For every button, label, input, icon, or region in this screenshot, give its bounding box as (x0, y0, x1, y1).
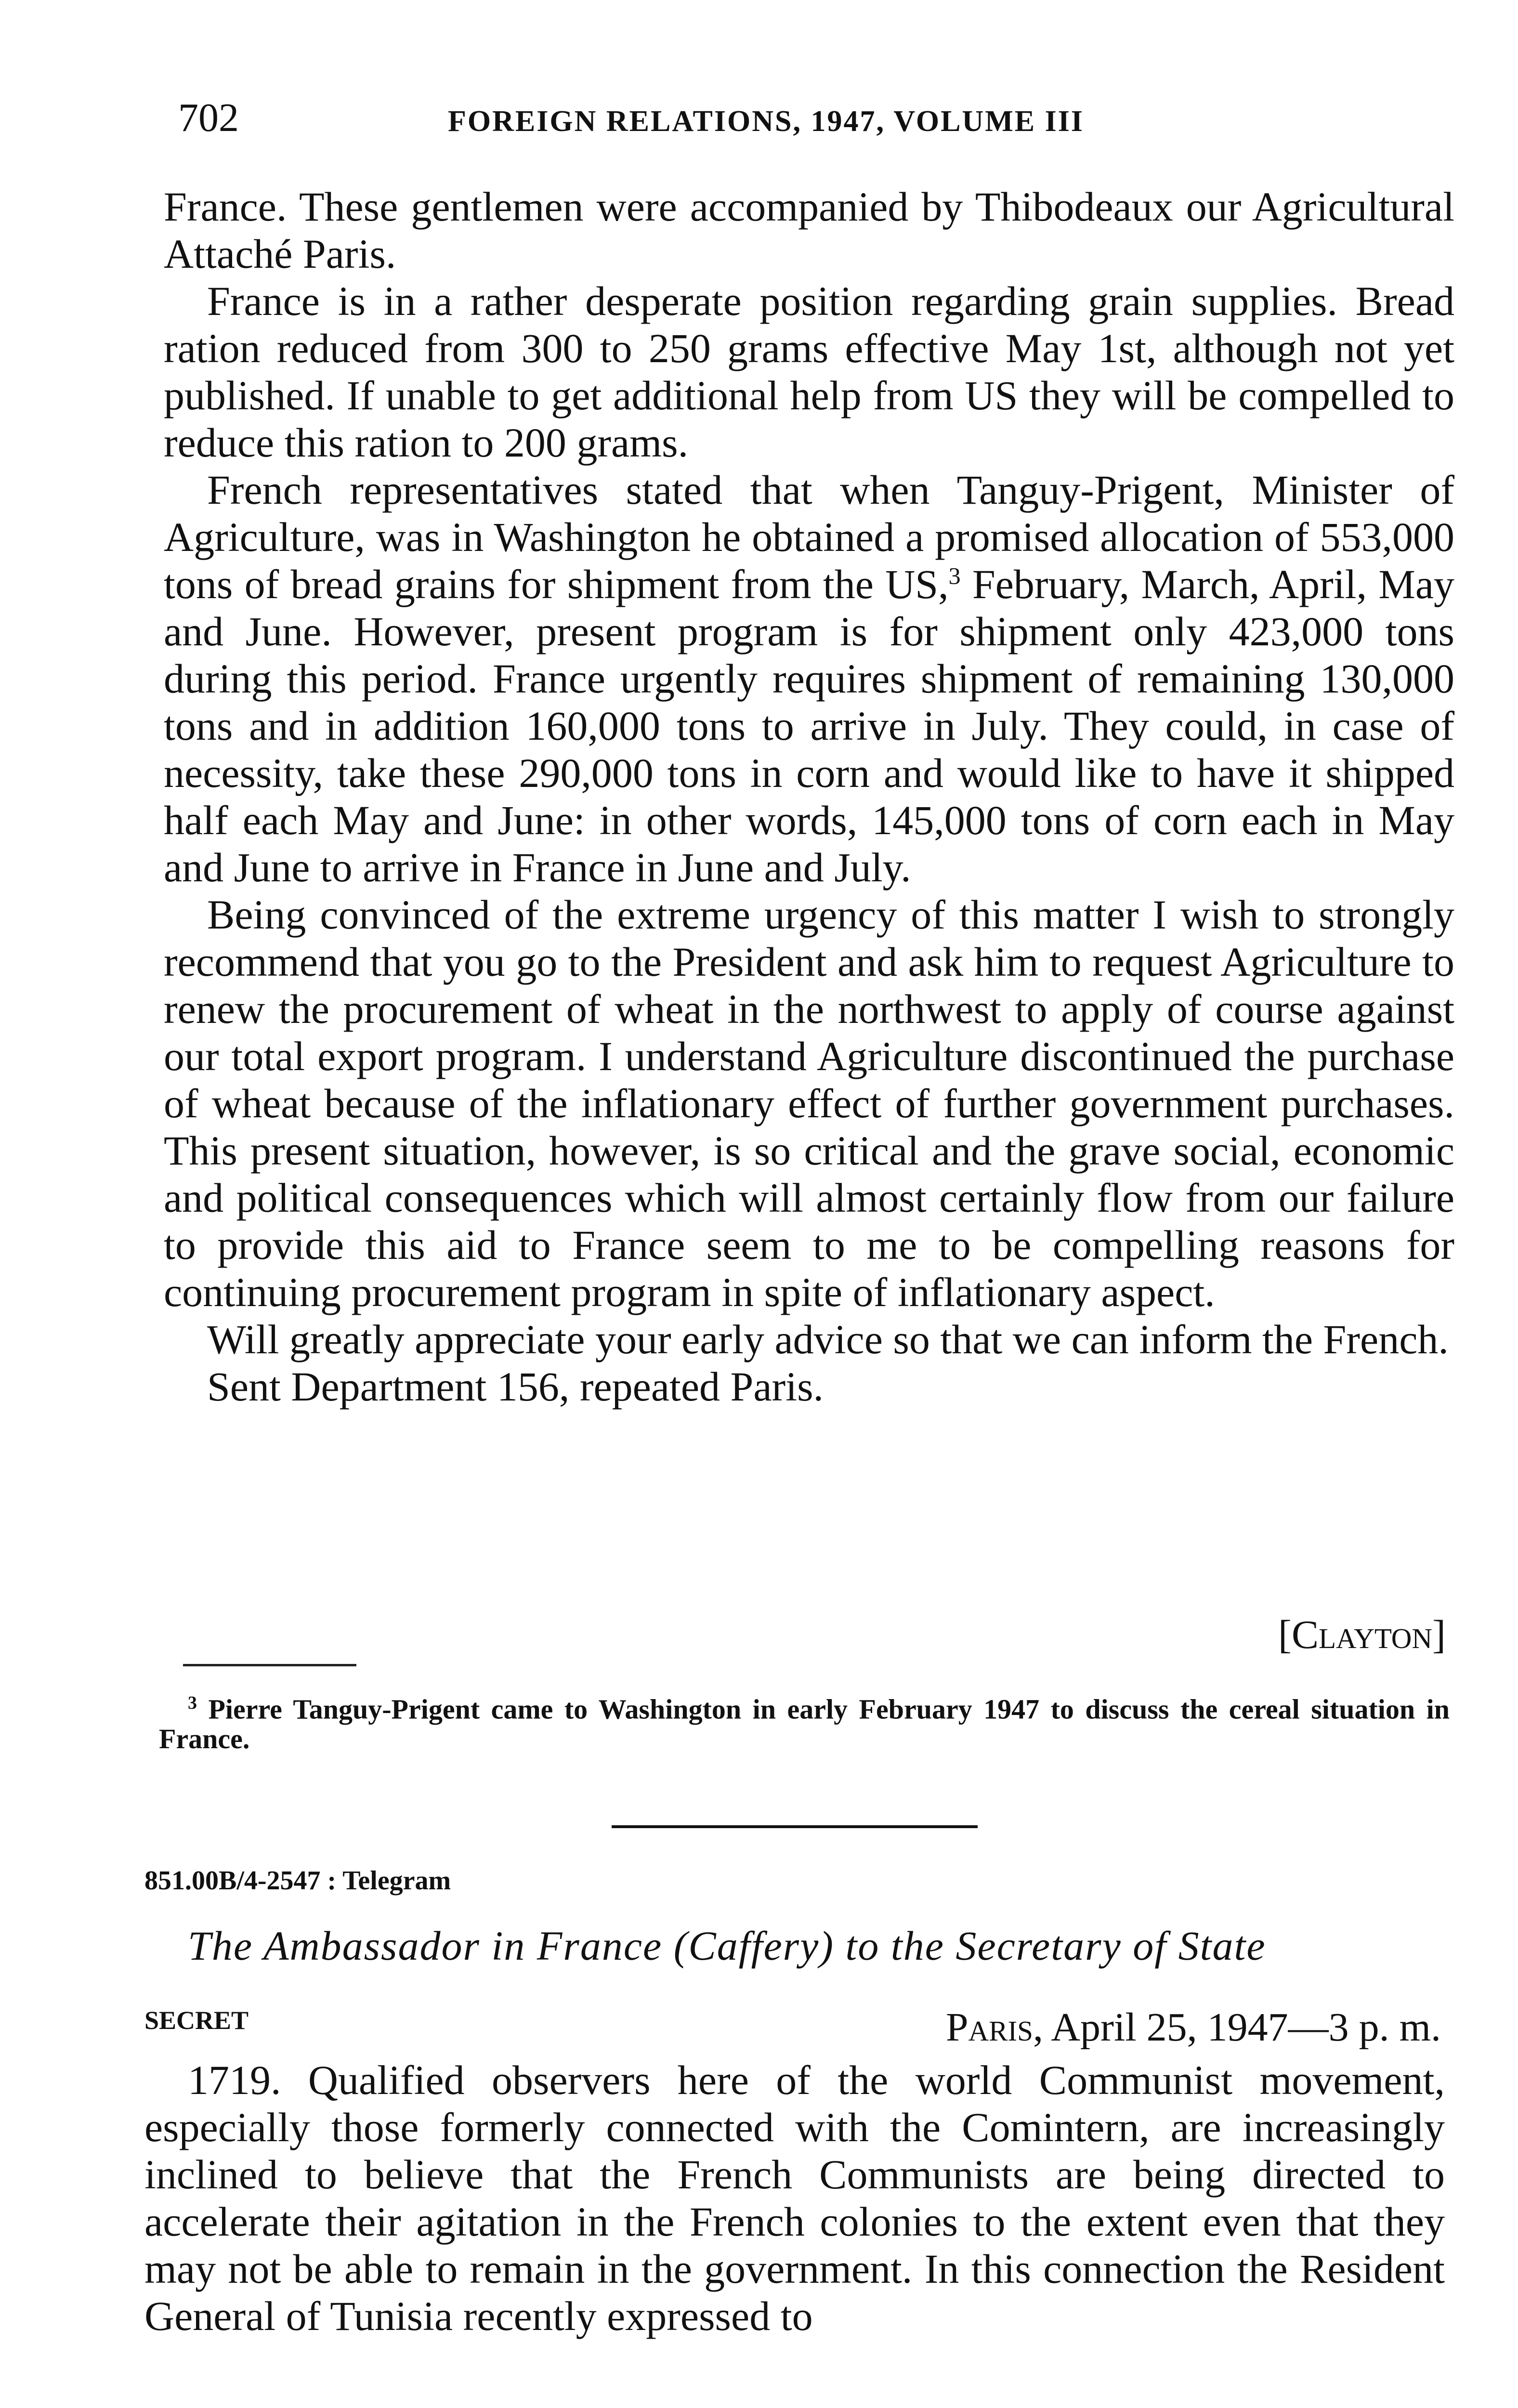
footnote-divider (183, 1664, 356, 1666)
classification-label: SECRET (144, 2006, 249, 2035)
dateline (946, 2001, 1441, 2054)
document-2-body (144, 2056, 1445, 2340)
running-head: FOREIGN RELATIONS, 1947, VOLUME III (448, 105, 1084, 138)
footnote-reference: 3 (948, 562, 961, 589)
paragraph (164, 466, 1454, 891)
paragraph: France. These gentlemen were accompanied by Thibodeaux our Agricultural Attaché Paris. (164, 183, 1454, 277)
paragraph: Sent Department 156, repeated Paris. (207, 1363, 824, 1410)
signature: [Clayton] (1278, 1612, 1446, 1657)
paragraph: France is in a rather desperate position regarding grain supplies. Bread ration reduced from 300 to 250 grams effective May 1st, although not yet published. If unable to get additional help from US they will be compelled to reduce this ration to 200 grams. (164, 278, 1454, 466)
document-1-body (164, 183, 1454, 1410)
page-header (178, 94, 1450, 147)
section-divider (612, 1825, 978, 1828)
paragraph: Being convinced of the extreme urgency of this matter I wish to strongly recommend that you go to the President and ask him to request Agriculture to renew the procurement of wheat in the northwest to apply of course against our total export program. I understand Agriculture discontinued the purchase of wheat because of the inflationary effect of further government purchases. This present situation, however, is so critical and the grave social, economic and political consequences which will almost certainly flow from our failure to provide this aid to France seem to me to be compelling reasons for continuing procurement program in spite of inflationary aspect. (164, 891, 1454, 1315)
dateline-date: , April 25, 1947—3 p. m. (1033, 2005, 1441, 2050)
footnote (159, 1688, 1450, 1754)
paragraph: 1719. Qualified observers here of the world Communist movement, especially those formerly connected with the Comintern, are increasingly inclined to believe that the French Communists are being directed to accelerate their agitation in the French colonies to the extent even that they may not be able to remain in the government. In this connection the Resident General of Tunisia recently expressed to (144, 2057, 1445, 2339)
paragraph: Will greatly appreciate your early advice so that we can inform the French. (207, 1316, 1449, 1362)
footnote-text: Pierre Tanguy-Prigent came to Washington in early February 1947 to discuss the cereal situation in France. (159, 1693, 1450, 1755)
paragraph-text: French representatives stated that when Tanguy-Prigent, Minister of Agriculture, was in Washington he obtained a promised allocation of 553,000 tons of bread grains for shipment from the US, (164, 467, 1454, 607)
file-reference: 851.00B/4-2547 : Telegram (144, 1866, 451, 1896)
page-number: 702 (178, 95, 239, 140)
document-title: The Ambassador in France (Caffery) to the Secretary of State (188, 1923, 1266, 1969)
footnote-marker: 3 (188, 1693, 197, 1713)
paragraph-text: February, March, April, May and June. However, present program is for shipment only 423,000 tons during this period. France urgently requires shipment of remaining 130,000 tons and in addition 160,000 tons to arrive in July. They could, in case of necessity, take these 290,000 tons in corn and would like to have it shipped half each May and June: in other words, 145,000 tons of corn each in May and June to arrive in France in June and July. (164, 561, 1454, 890)
dateline-place: Paris (945, 2005, 1033, 2050)
